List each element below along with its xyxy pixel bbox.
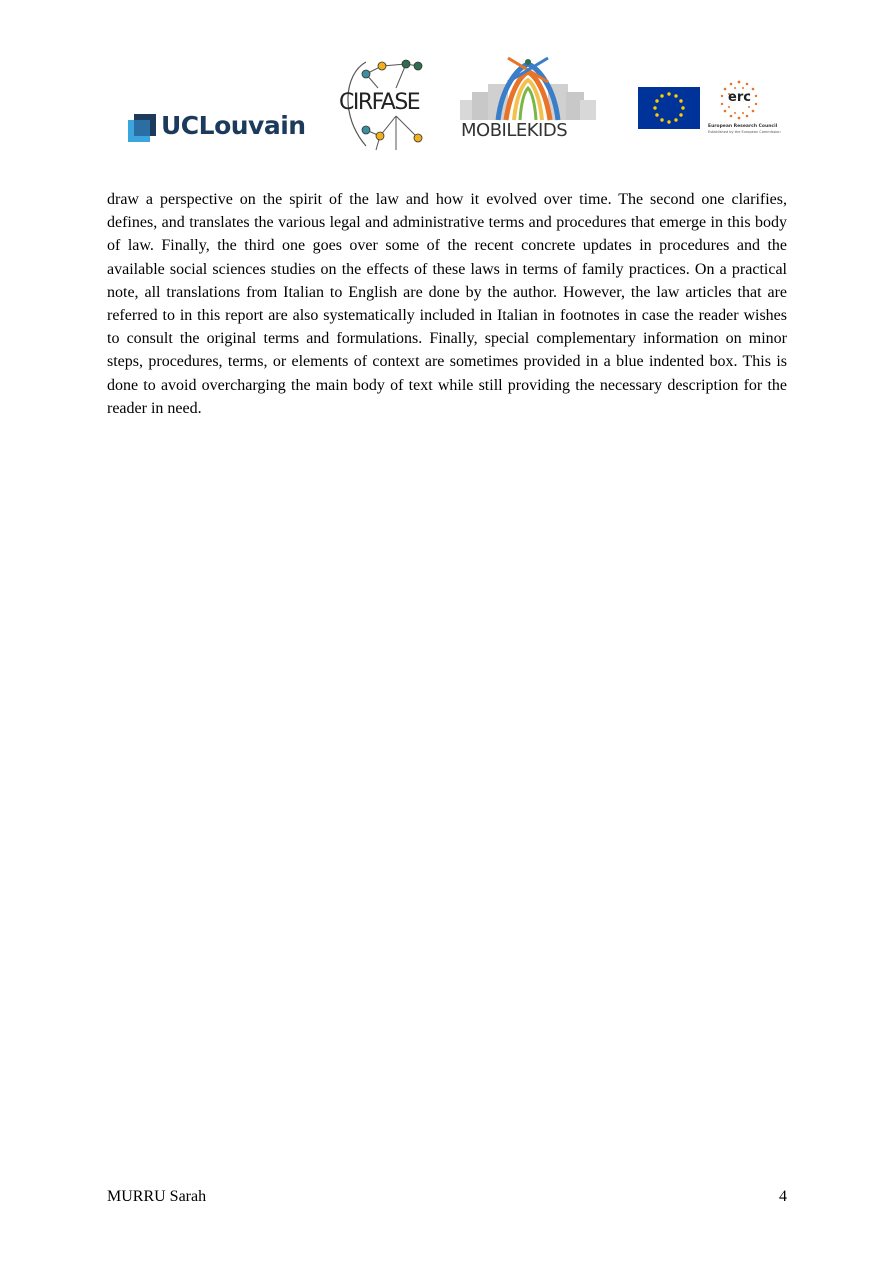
page-header bbox=[0, 0, 892, 160]
mobilekids-arch-icon bbox=[458, 56, 598, 122]
uclouvain-mark-icon bbox=[128, 114, 156, 142]
page-footer bbox=[107, 1188, 787, 1212]
erc-logo-text: erc bbox=[728, 90, 751, 105]
uclouvain-logo-text: UCLouvain bbox=[161, 111, 306, 140]
eu-flag-icon bbox=[638, 87, 700, 129]
erc-subcaption: Established by the European Commission bbox=[708, 130, 781, 134]
erc-caption: European Research Council bbox=[708, 124, 778, 129]
mobilekids-logo-text: MOBILEKIDS bbox=[461, 120, 568, 141]
page-number: 4 bbox=[779, 1188, 787, 1205]
cirfase-logo-text: CIRFASE bbox=[339, 90, 420, 115]
eu-flag-logo bbox=[638, 87, 700, 129]
erc-logo bbox=[704, 78, 781, 144]
footer-author: MURRU Sarah bbox=[107, 1188, 207, 1205]
cirfase-logo bbox=[336, 56, 430, 152]
uclouvain-logo bbox=[128, 112, 318, 144]
mobilekids-logo bbox=[458, 56, 598, 144]
body-paragraph: draw a perspective on the spirit of the law and how it evolved over time. The second one clarifies, defines, and translates the various legal and administrative terms and procedures that emerge in this body of law. Finally, the third one goes over some of the recent concrete updates in procedures and the available social sciences studies on the effects of these laws in terms of family practices. On a practical note, all translations from Italian to English are done by the author. However, the law articles that are referred to in this report are also systematically included in Italian in footnotes in case the reader wishes to consult the original terms and formulations. Finally, special complementary information on minor steps, procedures, terms, or elements of context are sometimes provided in a blue indented box. This is done to avoid overcharging the main body of text while still providing the necessary description for the reader in need. bbox=[107, 191, 787, 417]
